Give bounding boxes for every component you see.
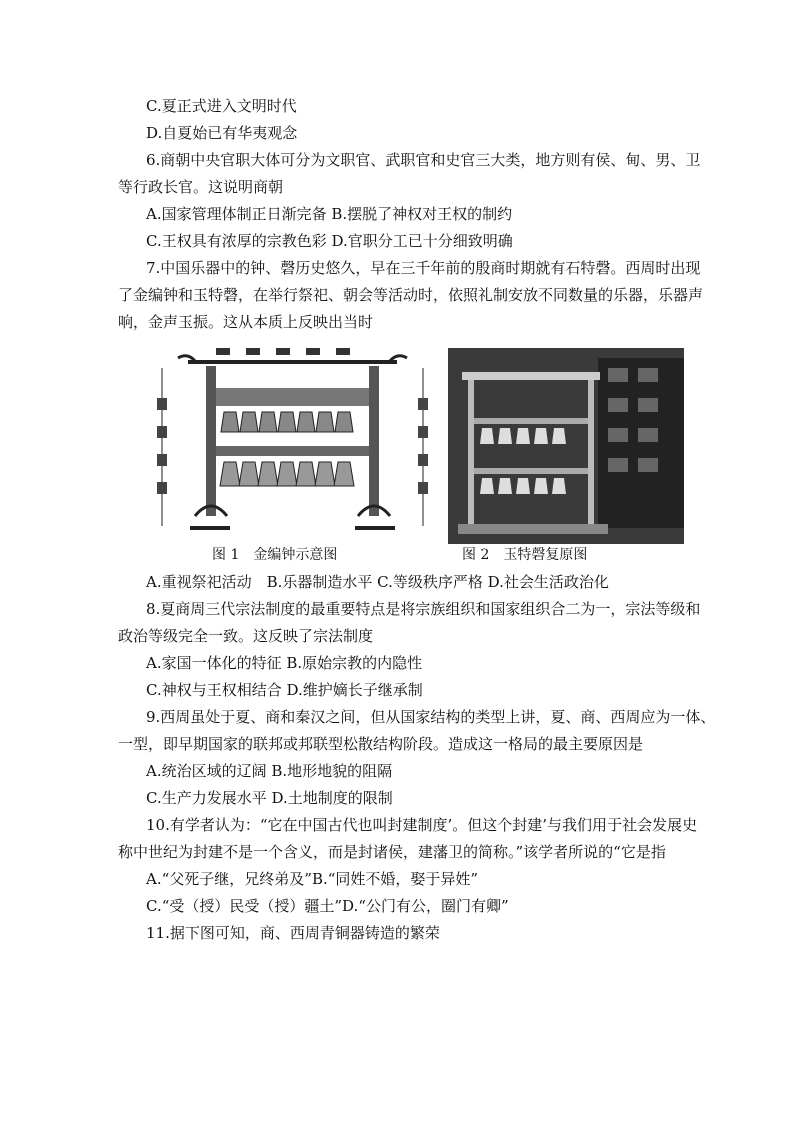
yuteqing-photo [448, 348, 684, 563]
q10-options-cd: C.“受（授）民受（授）疆土”D.“公门有公，圈门有卿” [146, 897, 509, 915]
q8-stem-line1: 8.夏商周三代宗法制度的最重要特点是将宗族组织和国家组织合二为一，宗法等级和 [146, 600, 701, 618]
q6-stem-line2: 等行政长官。这说明商朝 [118, 178, 284, 196]
q10-stem-line2: 称中世纪为封建不是一个含义，而是封诸侯，建藩卫的简称。”该学者所说的“它是指 [118, 843, 666, 861]
q8-options-ab: A.家国一体化的特征 B.原始宗教的内隐性 [146, 654, 423, 672]
q7-options: A.重视祭祀活动 B.乐器制造水平 C.等级秩序严格 D.社会生活政治化 [146, 573, 609, 591]
q10-options-ab: A.“父死子继，兄终弟及”B.“同姓不婚，娶于异姓” [146, 870, 479, 888]
q7-stem-line2: 了金编钟和玉特磬，在举行祭祀、朝会等活动时，依照礼制安放不同数量的乐器，乐器声 [118, 286, 704, 304]
q9-stem-line2: 一型，即早期国家的联邦或邦联型松散结构阶段。造成这一格局的最主要原因是 [118, 735, 644, 753]
q9-options-ab: A.统治区域的辽阔 B.地形地貌的阻隔 [146, 762, 393, 780]
q7-stem-line3: 响，金声玉振。这从本质上反映出当时 [118, 313, 374, 331]
q7-figures [150, 348, 684, 568]
q8-options-cd: C.神权与王权相结合 D.维护嫡长子继承制 [146, 681, 423, 699]
q5-option-c: C.夏正式进入文明时代 [146, 97, 297, 115]
q11-stem: 11.据下图可知，商、西周青铜器铸造的繁荣 [146, 924, 440, 942]
bianzhong-illustration [150, 348, 435, 563]
q5-option-d: D.自夏始已有华夷观念 [146, 124, 298, 142]
figure2-caption: 图 2 玉特磬复原图 [462, 547, 588, 563]
q8-stem-line2: 政治等级完全一致。这反映了宗法制度 [118, 627, 374, 645]
q9-options-cd: C.生产力发展水平 D.土地制度的限制 [146, 789, 393, 807]
q6-options-ab: A.国家管理体制正日渐完备 B.摆脱了神权对王权的制约 [146, 205, 513, 223]
q10-stem-line1: 10.有学者认为：“它在中国古代也叫封建制度’。但这个封建’与我们用于社会发展史 [146, 816, 698, 834]
q7-stem-line1: 7.中国乐器中的钟、磬历史悠久，早在三千年前的殷商时期就有石特磬。西周时出现 [146, 259, 701, 277]
q6-options-cd: C.王权具有浓厚的宗教色彩 D.官职分工已十分细致明确 [146, 232, 513, 250]
q6-stem-line1: 6.商朝中央官职大体可分为文职官、武职官和史官三大类，地方则有侯、甸、男、卫 [146, 151, 701, 169]
q9-stem-line1: 9.西周虽处于夏、商和秦汉之间，但从国家结构的类型上讲，夏、商、西周应为一体、 [146, 708, 716, 726]
figure1-caption: 图 1 金编钟示意图 [212, 547, 338, 563]
